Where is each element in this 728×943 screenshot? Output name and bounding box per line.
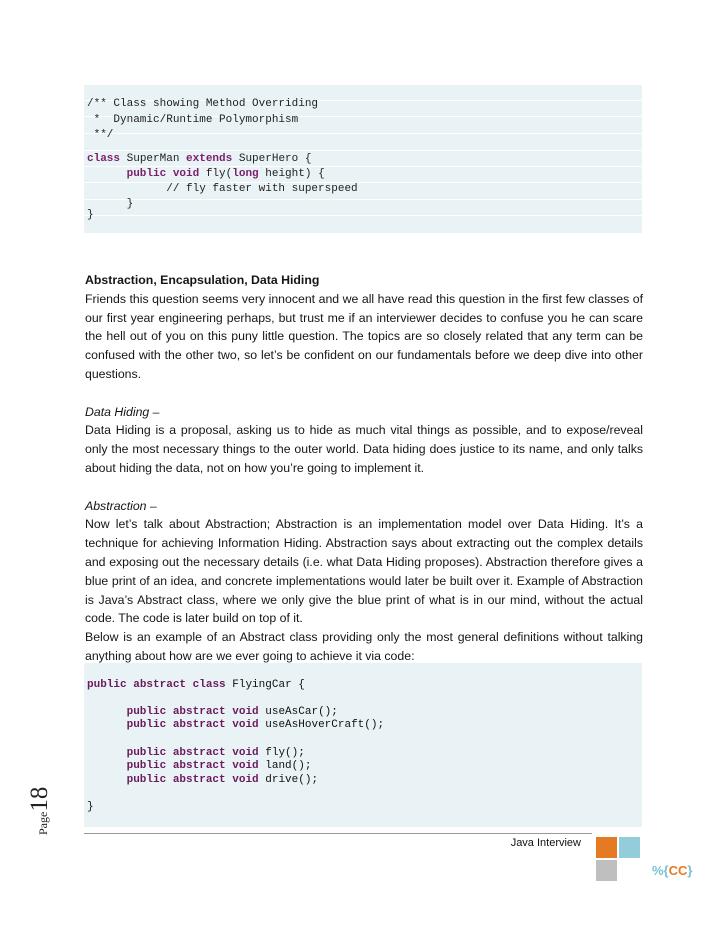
abstraction-title: Abstraction – [85, 498, 157, 513]
keyword: public [126, 719, 167, 731]
keyword: public [126, 747, 167, 759]
keyword: extends [186, 153, 233, 165]
spacer [85, 384, 643, 403]
code-line: /** Class showing Method Overriding [87, 98, 319, 110]
logo-square-blue [619, 837, 640, 858]
data-hiding-paragraph: Data Hiding is a proposal, asking us to hide as much vital things as possible, and to expose/reveal only the most necessary things to the outer world. Data hiding does justice to its name, and only talks about hiding the data, not on how you’re going to implement it. [85, 423, 643, 475]
keyword: void [232, 760, 259, 772]
code-line: **/ [87, 129, 114, 141]
keyword: public [126, 706, 167, 718]
spacer [85, 478, 643, 497]
logo-square-gray [596, 860, 617, 881]
page-word: Page [36, 811, 50, 835]
keyword: public [126, 774, 167, 786]
code-line: class SuperMan extends SuperHero { [87, 153, 312, 165]
code-line: public abstract void drive(); [126, 774, 319, 786]
keyword: abstract [172, 774, 226, 786]
footer-rule [84, 833, 592, 834]
code-block-flyingcar [84, 663, 642, 827]
code-line: } [87, 209, 94, 221]
keyword: public [126, 760, 167, 772]
code-line: public abstract void useAsCar(); [126, 706, 338, 718]
logo-square-orange [596, 837, 617, 858]
keyword: void [172, 168, 200, 180]
code-line: // fly faster with superspeed [87, 183, 358, 195]
keyword: abstract [172, 747, 226, 759]
keyword: abstract [172, 719, 226, 731]
logo-suffix: } [687, 863, 693, 878]
logo-prefix: %{ [652, 863, 669, 878]
code-line: public abstract void fly(); [126, 747, 305, 759]
intro-paragraph: Friends this question seems very innocent and we all have read this question in the first few classes of our first year engineering perhaps, but trust me if an interviewer decides to confuse you he can scare the hell out of you on this puny little question. The topics are so closely related that any term can be confused with the other two, so let’s be confident on our fundamentals before we deep dive into other questions. [85, 291, 643, 381]
code-line: } [87, 198, 134, 210]
code-block-superman [84, 85, 642, 233]
section-abstraction-encapsulation [85, 271, 643, 666]
keyword: void [232, 774, 259, 786]
keyword: class [192, 679, 226, 691]
keyword: abstract [133, 679, 187, 691]
code-line: public abstract class FlyingCar { [87, 679, 305, 691]
code-line: * Dynamic/Runtime Polymorphism [87, 114, 299, 126]
keyword: public [87, 679, 127, 691]
page-number-label [26, 787, 54, 835]
keyword: long [232, 168, 259, 180]
keyword: void [232, 706, 259, 718]
cc-logo [652, 863, 692, 878]
code-row-divider [84, 150, 642, 151]
page-number: 18 [26, 786, 53, 812]
keyword: void [232, 719, 259, 731]
code-row-divider [84, 215, 642, 216]
keyword: class [87, 153, 121, 165]
footer-title: Java Interview [510, 837, 581, 849]
code-row-divider [84, 199, 642, 200]
keyword: public [126, 168, 167, 180]
data-hiding-title: Data Hiding – [85, 404, 160, 419]
logo-cc: CC [668, 863, 688, 878]
keyword: abstract [172, 706, 226, 718]
section-heading: Abstraction, Encapsulation, Data Hiding [85, 273, 320, 287]
code-line: } [87, 801, 94, 813]
keyword: void [232, 747, 259, 759]
abstraction-example-paragraph: Below is an example of an Abstract class providing only the most general definitions without talking anything about how are we ever going to achieve it via code: [85, 630, 643, 663]
keyword: abstract [172, 760, 226, 772]
code-row-divider [84, 133, 642, 134]
code-line: public abstract void useAsHoverCraft(); [126, 719, 385, 731]
code-line: public void fly(long height) { [126, 168, 325, 180]
abstraction-paragraph: Now let’s talk about Abstraction; Abstraction is an implementation model over Data Hiding. It’s a technique for achieving Information Hiding. Abstraction says about extracting out the complex details and exposing out the necessary details (i.e. what Data Hiding proposes). Abstraction therefore gives a blue print of an idea, and concrete implementations would later be built over it. Example of Abstraction is Java’s Abstract class, where we only give the blue print of what is in our mind, without the actual code. The code is later build on top of it. [85, 517, 643, 626]
code-line: public abstract void land(); [126, 760, 312, 772]
